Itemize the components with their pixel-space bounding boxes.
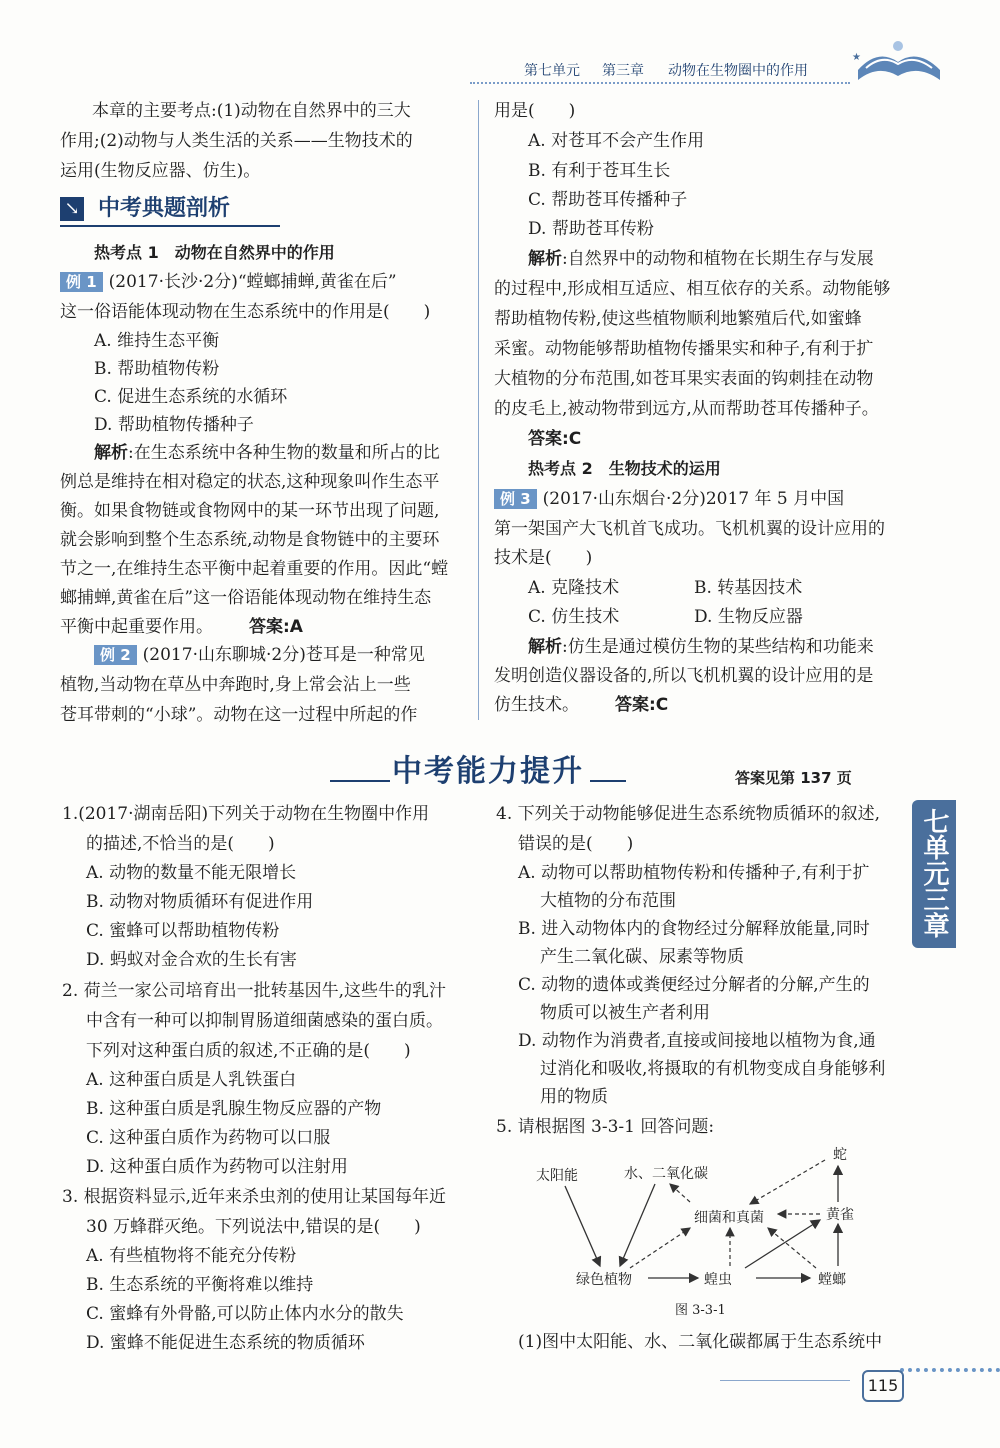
column-divider <box>478 100 479 720</box>
ex2-option-c: C. 帮助苍耳传播种子 <box>528 190 688 210</box>
ex1-analysis-2: 例总是维持在相对稳定的状态,这种现象叫作生态平 <box>60 472 440 492</box>
ex1-analysis-6: 螂捕蝉,黄雀在后”这一俗语能体现动物在维持生态 <box>60 588 432 608</box>
q4-option-a-2: 大植物的分布范围 <box>540 891 676 911</box>
section1-icon: ↘ <box>60 197 84 221</box>
ex2-badge: 例 2 <box>94 645 137 665</box>
ex3-analysis-label: 解析 <box>528 637 562 657</box>
ex1-option-c: C. 促进生态系统的水循环 <box>94 387 288 407</box>
ex3-line-2: 第一架国产大飞机首飞成功。飞机机翼的设计应用的 <box>494 519 885 539</box>
node-bacteria-fungi: 细菌和真菌 <box>694 1210 764 1226</box>
node-oriole: 黄雀 <box>826 1207 854 1223</box>
ex3-badge: 例 3 <box>494 489 537 509</box>
q4-line-1: 4. 下列关于动物能够促进生态系统物质循环的叙述, <box>496 804 881 824</box>
section2-left-rule <box>330 780 390 782</box>
ex2-analysis-6: 的皮毛上,被动物带到远方,从而帮助苍耳传播种子。 <box>494 399 879 419</box>
node-water-co2: 水、二氧化碳 <box>624 1166 708 1182</box>
answer-reference: 答案见第 137 页 <box>735 769 852 787</box>
ex3-option-c: C. 仿生技术 <box>528 607 620 627</box>
ex3-option-d: D. 生物反应器 <box>694 607 803 627</box>
intro-line-3: 运用(生物反应器、仿生)。 <box>60 161 261 181</box>
ex2-option-a: A. 对苍耳不会产生作用 <box>528 131 705 151</box>
ex1-analysis-1 <box>94 438 440 468</box>
q4-option-d-3: 用的物质 <box>540 1087 608 1107</box>
ex1-analysis-text: :在生态系统中各种生物的数量和所占的比 <box>128 443 440 463</box>
ex2-text-1: (2017·山东聊城·2分)苍耳是一种常见 <box>142 645 425 665</box>
arrow-locust-oriole <box>745 1220 820 1268</box>
svg-text:★: ★ <box>852 52 861 63</box>
ex2-analysis-2: 的过程中,形成相互适应、相互依存的关系。动物能够 <box>494 279 891 299</box>
ex1-text-1: (2017·长沙·2分)“螳螂捕蝉,黄雀在后” <box>108 272 397 292</box>
ex3-option-a: A. 克隆技术 <box>528 578 620 598</box>
q3-line-2: 30 万蜂群灭绝。下列说法中,错误的是( ) <box>86 1217 421 1237</box>
side-tab-unit: 七单元 <box>919 808 949 886</box>
section2-title: 中考能力提升 <box>392 754 584 789</box>
arrow-sun-plant <box>565 1186 600 1266</box>
node-snake: 蛇 <box>833 1147 847 1163</box>
q1-option-d: D. 蚂蚁对金合欢的生长有害 <box>86 950 297 970</box>
ex3-analysis-1 <box>528 632 874 662</box>
ex1-line-2: 这一俗语能体现动物在生态系统中的作用是( ) <box>60 302 431 322</box>
q4-option-a-1: A. 动物可以帮助植物传粉和传播种子,有利于扩 <box>518 863 870 883</box>
ex1-analysis-label: 解析 <box>94 443 128 463</box>
ex3-line-3: 技术是( ) <box>494 548 593 568</box>
ex1-analysis-3: 衡。如果食物链或食物网中的某一环节出现了问题, <box>60 501 440 521</box>
q3-option-d: D. 蜜蜂不能促进生态系统的物质循环 <box>86 1333 365 1353</box>
node-green-plant: 绿色植物 <box>576 1272 632 1288</box>
ex1-option-b: B. 帮助植物传粉 <box>94 359 220 379</box>
page-number: 115 <box>862 1370 904 1402</box>
section1-title: 中考典题剖析 <box>98 196 231 221</box>
header-title: 动物在生物圈中的作用 <box>668 63 808 79</box>
diagram-caption: 图 3-3-1 <box>675 1303 726 1318</box>
ex1-option-d: D. 帮助植物传播种子 <box>94 415 254 435</box>
hot-point-2: 热考点 2 生物技术的运用 <box>528 459 721 478</box>
section2-right-rule <box>590 780 626 782</box>
header-chapter: 第三章 <box>602 63 644 79</box>
arrow-water-plant <box>620 1184 655 1266</box>
q4-option-c-2: 物质可以被生产者利用 <box>540 1003 710 1023</box>
intro-line-1: 本章的主要考点:(1)动物在自然界中的三大 <box>92 101 411 121</box>
ex2-line-4: 用是( ) <box>494 101 576 121</box>
q4-option-d-1: D. 动物作为消费者,直接或间接地以植物为食,通 <box>518 1031 876 1051</box>
ex3-line-1 <box>494 484 844 514</box>
q3-line-1: 3. 根据资料显示,近年来杀虫剂的使用让某国每年近 <box>62 1187 447 1207</box>
ex2-analysis-3: 帮助植物传粉,使这些植物顺利地繁殖后代,如蜜蜂 <box>494 309 862 329</box>
q5-line-1: 5. 请根据图 3-3-1 回答问题: <box>496 1117 715 1137</box>
q2-line-3: 下列对这种蛋白质的叙述,不正确的是( ) <box>86 1041 411 1061</box>
q1-line-2: 的描述,不恰当的是( ) <box>86 834 275 854</box>
ex2-option-b: B. 有利于苍耳生长 <box>528 161 671 181</box>
hot-point-1: 热考点 1 动物在自然界中的作用 <box>94 243 335 262</box>
intro-line-2: 作用;(2)动物与人类生活的关系——生物技术的 <box>60 131 413 151</box>
ex2-analysis-4: 采蜜。动物能够帮助植物传播果实和种子,有利于扩 <box>494 339 874 359</box>
q2-line-2: 中含有一种可以抑制胃肠道细菌感染的蛋白质。 <box>86 1011 443 1031</box>
q1-option-c: C. 蜜蜂可以帮助植物传粉 <box>86 921 280 941</box>
q4-option-d-2: 过消化和吸收,将摄取的有机物变成自身能够利 <box>540 1059 886 1079</box>
ex2-answer: 答案:C <box>528 429 582 449</box>
q4-line-2: 错误的是( ) <box>518 834 634 854</box>
ex3-answer: 答案:C <box>615 695 669 715</box>
ex1-line-1 <box>60 267 397 297</box>
ex3-analysis-last: 仿生技术。 <box>494 695 579 715</box>
header-unit: 第七单元 <box>524 63 580 79</box>
ex1-badge: 例 1 <box>60 272 103 292</box>
ex1-option-a: A. 维持生态平衡 <box>94 331 220 351</box>
q2-option-b: B. 这种蛋白质是乳腺生物反应器的产物 <box>86 1099 382 1119</box>
q4-option-b-1: B. 进入动物体内的食物经过分解释放能量,同时 <box>518 919 870 939</box>
q4-option-b-2: 产生二氧化碳、尿素等物质 <box>540 947 744 967</box>
node-mantis: 螳螂 <box>818 1272 846 1288</box>
q3-option-c: C. 蜜蜂有外骨骼,可以防止体内水分的散失 <box>86 1304 404 1324</box>
ex1-analysis-7 <box>60 612 303 642</box>
q3-option-a: A. 有些植物将不能充分传粉 <box>86 1246 297 1266</box>
q5-sub-1: (1)图中太阳能、水、二氧化碳都属于生态系统中 <box>518 1332 883 1352</box>
chapter-side-tab <box>912 800 956 948</box>
arrow-plant-bacteria <box>630 1228 690 1268</box>
q3-option-b: B. 生态系统的平衡将难以维持 <box>86 1275 314 1295</box>
side-tab-chapter: 三章 <box>919 886 949 938</box>
ex3-analysis-3 <box>494 690 668 720</box>
footer-rule <box>720 1380 850 1381</box>
ex3-analysis-text: :仿生是通过模仿生物的某些结构和功能来 <box>562 637 874 657</box>
q2-option-a: A. 这种蛋白质是人乳铁蛋白 <box>86 1070 297 1090</box>
section1-underline <box>60 225 280 227</box>
ex1-analysis-5: 节之一,在维持生态平衡中起着重要的作用。因此“螳 <box>60 559 449 579</box>
ex2-line-1 <box>94 640 425 670</box>
ex3-analysis-2: 发明创造仪器设备的,所以飞机机翼的设计应用的是 <box>494 666 874 686</box>
q1-option-b: B. 动物对物质循环有促进作用 <box>86 892 314 912</box>
ex2-analysis-label: 解析 <box>528 249 562 269</box>
ex3-text-1: (2017·山东烟台·2分)2017 年 5 月中国 <box>542 489 845 509</box>
ex3-option-b: B. 转基因技术 <box>694 578 803 598</box>
arrow-bacteria-water <box>670 1184 690 1202</box>
ex2-line-2: 植物,当动物在草丛中奔跑时,身上常会沾上一些 <box>60 675 411 695</box>
footer-dots <box>900 1368 1000 1378</box>
q1-option-a: A. 动物的数量不能无限增长 <box>86 863 297 883</box>
q2-line-1: 2. 荷兰一家公司培育出一批转基因牛,这些牛的乳汁 <box>62 981 447 1001</box>
ex2-analysis-5: 大植物的分布范围,如苍耳果实表面的钩刺挂在动物 <box>494 369 874 389</box>
q2-option-d: D. 这种蛋白质作为药物可以注射用 <box>86 1157 348 1177</box>
node-sun: 太阳能 <box>536 1168 578 1184</box>
q1-line-1: 1.(2017·湖南岳阳)下列关于动物在生物圈中作用 <box>62 804 430 824</box>
node-locust: 蝗虫 <box>704 1272 732 1288</box>
q2-option-c: C. 这种蛋白质作为药物可以口服 <box>86 1128 331 1148</box>
ex1-analysis-4: 就会影响到整个生态系统,动物是食物链中的主要环 <box>60 530 440 550</box>
ex2-option-d: D. 帮助苍耳传粉 <box>528 219 654 239</box>
ex2-analysis-1 <box>528 244 874 274</box>
ex2-line-3: 苍耳带刺的“小球”。动物在这一过程中所起的作 <box>60 705 418 725</box>
q4-option-c-1: C. 动物的遗体或粪便经过分解者的分解,产生的 <box>518 975 870 995</box>
ex1-analysis-last: 平衡中起重要作用。 <box>60 617 213 637</box>
ex1-answer: 答案:A <box>249 617 303 637</box>
ex2-analysis-text: :自然界中的动物和植物在长期生存与发展 <box>562 249 874 269</box>
arrow-snake-bacteria <box>750 1160 825 1204</box>
book-logo-icon <box>848 30 948 94</box>
